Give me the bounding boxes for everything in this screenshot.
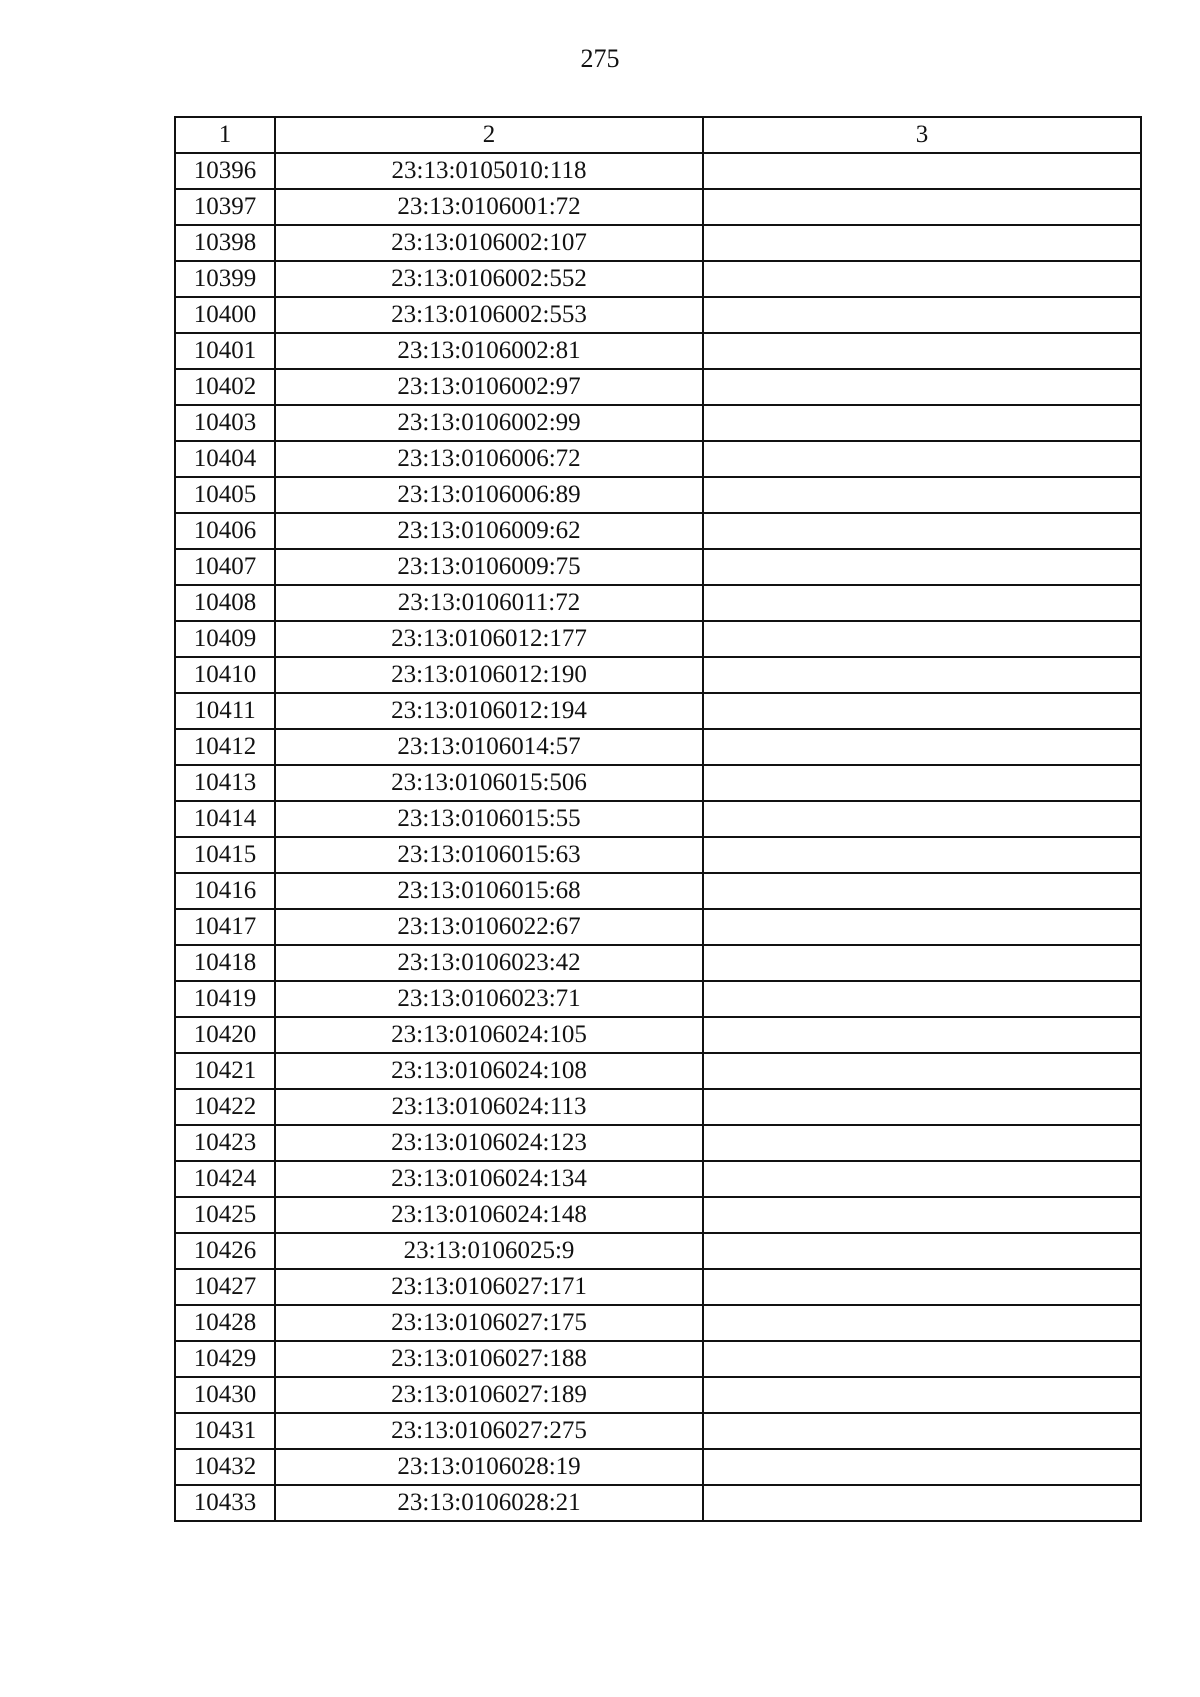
cadastral-number-cell: 23:13:0106025:9 — [275, 1233, 703, 1269]
row-number-cell: 10432 — [175, 1449, 275, 1485]
cadastral-number-cell: 23:13:0106001:72 — [275, 189, 703, 225]
note-cell — [703, 1269, 1141, 1305]
row-number-cell: 10418 — [175, 945, 275, 981]
note-cell — [703, 1197, 1141, 1233]
note-cell — [703, 189, 1141, 225]
row-number-cell: 10410 — [175, 657, 275, 693]
cadastral-number-cell: 23:13:0106006:89 — [275, 477, 703, 513]
cadastral-number-cell: 23:13:0106012:177 — [275, 621, 703, 657]
table-row — [175, 225, 1141, 261]
row-number-cell: 10419 — [175, 981, 275, 1017]
row-number-cell: 10417 — [175, 909, 275, 945]
table-row — [175, 261, 1141, 297]
row-number-cell: 10402 — [175, 369, 275, 405]
cadastral-number-cell: 23:13:0106012:194 — [275, 693, 703, 729]
table-row — [175, 585, 1141, 621]
row-number-cell: 10416 — [175, 873, 275, 909]
table-row — [175, 1341, 1141, 1377]
note-cell — [703, 1341, 1141, 1377]
cadastral-number-cell: 23:13:0106024:123 — [275, 1125, 703, 1161]
registry-table — [174, 116, 1142, 1522]
cadastral-number-cell: 23:13:0106009:62 — [275, 513, 703, 549]
note-cell — [703, 693, 1141, 729]
row-number-cell: 10397 — [175, 189, 275, 225]
row-number-cell: 10429 — [175, 1341, 275, 1377]
note-cell — [703, 1161, 1141, 1197]
cadastral-number-cell: 23:13:0106014:57 — [275, 729, 703, 765]
row-number-cell: 10409 — [175, 621, 275, 657]
note-cell — [703, 1053, 1141, 1089]
cadastral-number-cell: 23:13:0106002:552 — [275, 261, 703, 297]
note-cell — [703, 297, 1141, 333]
table-row — [175, 369, 1141, 405]
row-number-cell: 10401 — [175, 333, 275, 369]
row-number-cell: 10433 — [175, 1485, 275, 1521]
table-row — [175, 837, 1141, 873]
note-cell — [703, 405, 1141, 441]
note-cell — [703, 1413, 1141, 1449]
cadastral-number-cell: 23:13:0106023:71 — [275, 981, 703, 1017]
row-number-cell: 10428 — [175, 1305, 275, 1341]
note-cell — [703, 225, 1141, 261]
header-col-3: 3 — [703, 117, 1141, 153]
page-number: 275 — [580, 44, 620, 73]
cadastral-number-cell: 23:13:0106027:275 — [275, 1413, 703, 1449]
cadastral-number-cell: 23:13:0106015:506 — [275, 765, 703, 801]
row-number-cell: 10407 — [175, 549, 275, 585]
row-number-cell: 10425 — [175, 1197, 275, 1233]
row-number-cell: 10421 — [175, 1053, 275, 1089]
table-row — [175, 1485, 1141, 1521]
note-cell — [703, 873, 1141, 909]
note-cell — [703, 153, 1141, 189]
note-cell — [703, 1485, 1141, 1521]
table-row — [175, 153, 1141, 189]
table-row — [175, 765, 1141, 801]
row-number-cell: 10431 — [175, 1413, 275, 1449]
cadastral-number-cell: 23:13:0106002:99 — [275, 405, 703, 441]
header-col-1: 1 — [175, 117, 275, 153]
table-row — [175, 549, 1141, 585]
row-number-cell: 10396 — [175, 153, 275, 189]
note-cell — [703, 765, 1141, 801]
cadastral-number-cell: 23:13:0106011:72 — [275, 585, 703, 621]
header-col-2: 2 — [275, 117, 703, 153]
row-number-cell: 10413 — [175, 765, 275, 801]
note-cell — [703, 657, 1141, 693]
note-cell — [703, 801, 1141, 837]
table-row — [175, 657, 1141, 693]
note-cell — [703, 1089, 1141, 1125]
note-cell — [703, 1125, 1141, 1161]
note-cell — [703, 1233, 1141, 1269]
note-cell — [703, 585, 1141, 621]
table-row — [175, 333, 1141, 369]
row-number-cell: 10414 — [175, 801, 275, 837]
table-row — [175, 729, 1141, 765]
table-row — [175, 1305, 1141, 1341]
table-row — [175, 297, 1141, 333]
row-number-cell: 10406 — [175, 513, 275, 549]
row-number-cell: 10420 — [175, 1017, 275, 1053]
cadastral-number-cell: 23:13:0106012:190 — [275, 657, 703, 693]
note-cell — [703, 729, 1141, 765]
cadastral-number-cell: 23:13:0106027:189 — [275, 1377, 703, 1413]
note-cell — [703, 909, 1141, 945]
note-cell — [703, 333, 1141, 369]
note-cell — [703, 945, 1141, 981]
note-cell — [703, 837, 1141, 873]
row-number-cell: 10415 — [175, 837, 275, 873]
note-cell — [703, 1377, 1141, 1413]
cadastral-number-cell: 23:13:0106009:75 — [275, 549, 703, 585]
cadastral-number-cell: 23:13:0106024:148 — [275, 1197, 703, 1233]
note-cell — [703, 981, 1141, 1017]
table-row — [175, 1233, 1141, 1269]
cadastral-number-cell: 23:13:0106006:72 — [275, 441, 703, 477]
table-row — [175, 1017, 1141, 1053]
table-row — [175, 189, 1141, 225]
table-row — [175, 1125, 1141, 1161]
table-row — [175, 1449, 1141, 1485]
cadastral-number-cell: 23:13:0106015:68 — [275, 873, 703, 909]
cadastral-number-cell: 23:13:0106027:175 — [275, 1305, 703, 1341]
cadastral-number-cell: 23:13:0106015:55 — [275, 801, 703, 837]
row-number-cell: 10423 — [175, 1125, 275, 1161]
note-cell — [703, 477, 1141, 513]
table-row — [175, 441, 1141, 477]
table-row — [175, 1269, 1141, 1305]
table-row — [175, 477, 1141, 513]
table-row — [175, 621, 1141, 657]
table-row — [175, 513, 1141, 549]
table-row — [175, 981, 1141, 1017]
table-row — [175, 693, 1141, 729]
header-row — [175, 117, 1141, 153]
table-row — [175, 405, 1141, 441]
cadastral-number-cell: 23:13:0106002:107 — [275, 225, 703, 261]
cadastral-number-cell: 23:13:0106028:19 — [275, 1449, 703, 1485]
table-body — [175, 153, 1141, 1521]
cadastral-number-cell: 23:13:0106024:105 — [275, 1017, 703, 1053]
table-row — [175, 1413, 1141, 1449]
table-row — [175, 1197, 1141, 1233]
cadastral-number-cell: 23:13:0106002:81 — [275, 333, 703, 369]
row-number-cell: 10398 — [175, 225, 275, 261]
table-row — [175, 945, 1141, 981]
cadastral-number-cell: 23:13:0106028:21 — [275, 1485, 703, 1521]
row-number-cell: 10430 — [175, 1377, 275, 1413]
note-cell — [703, 369, 1141, 405]
row-number-cell: 10426 — [175, 1233, 275, 1269]
note-cell — [703, 513, 1141, 549]
table-row — [175, 1377, 1141, 1413]
table-row — [175, 801, 1141, 837]
cadastral-number-cell: 23:13:0106027:171 — [275, 1269, 703, 1305]
cadastral-number-cell: 23:13:0106022:67 — [275, 909, 703, 945]
note-cell — [703, 549, 1141, 585]
cadastral-number-cell: 23:13:0106027:188 — [275, 1341, 703, 1377]
table-row — [175, 909, 1141, 945]
row-number-cell: 10411 — [175, 693, 275, 729]
cadastral-number-cell: 23:13:0106024:108 — [275, 1053, 703, 1089]
row-number-cell: 10400 — [175, 297, 275, 333]
cadastral-number-cell: 23:13:0106023:42 — [275, 945, 703, 981]
table-row — [175, 1089, 1141, 1125]
row-number-cell: 10424 — [175, 1161, 275, 1197]
cadastral-number-cell: 23:13:0106024:134 — [275, 1161, 703, 1197]
row-number-cell: 10412 — [175, 729, 275, 765]
cadastral-number-cell: 23:13:0106015:63 — [275, 837, 703, 873]
row-number-cell: 10427 — [175, 1269, 275, 1305]
note-cell — [703, 441, 1141, 477]
cadastral-number-cell: 23:13:0106002:553 — [275, 297, 703, 333]
note-cell — [703, 1305, 1141, 1341]
cadastral-number-cell: 23:13:0106024:113 — [275, 1089, 703, 1125]
note-cell — [703, 261, 1141, 297]
row-number-cell: 10408 — [175, 585, 275, 621]
cadastral-number-cell: 23:13:0105010:118 — [275, 153, 703, 189]
table-row — [175, 873, 1141, 909]
table-row — [175, 1053, 1141, 1089]
row-number-cell: 10404 — [175, 441, 275, 477]
row-number-cell: 10422 — [175, 1089, 275, 1125]
note-cell — [703, 1449, 1141, 1485]
table-row — [175, 1161, 1141, 1197]
row-number-cell: 10403 — [175, 405, 275, 441]
note-cell — [703, 621, 1141, 657]
row-number-cell: 10399 — [175, 261, 275, 297]
note-cell — [703, 1017, 1141, 1053]
row-number-cell: 10405 — [175, 477, 275, 513]
cadastral-number-cell: 23:13:0106002:97 — [275, 369, 703, 405]
